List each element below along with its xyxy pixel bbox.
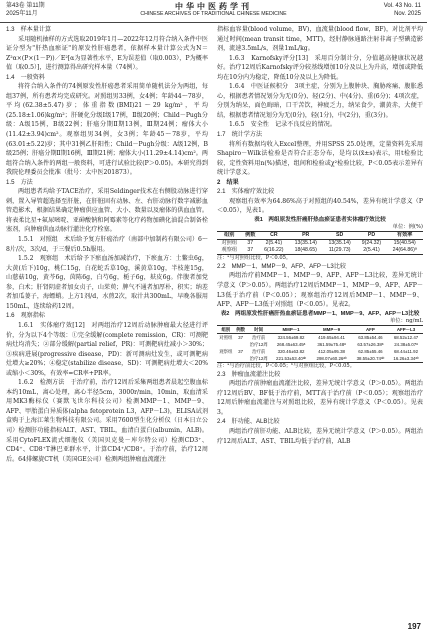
table-cell: 13(35.14) (294, 239, 317, 246)
table-cell: 63.57±26.38ᵃ (357, 341, 384, 347)
table-row (217, 333, 423, 341)
table-header-cell: SD (335, 231, 344, 238)
table-cell: 419.65±94.41 (318, 334, 345, 340)
table-cell: 37 (238, 334, 244, 340)
section-heading: 1.5 方法 (6, 178, 33, 186)
paragraph: 1.6.4 中医证候积分 3项主症，分别为上腹肿块、胸胁疼痛、腹胀悉心，根据患者情况划分为无(0分)、轻(2分)、中(4分)、重(6分)；4项次症，分别为纳呆，面色晦暗，口干苦饮，神疲乏力，纳呆食少，潮黄赤，大便干结，根据患者情况划分为无(0分)，轻(1分)，中(2分)，重(3分)。 (217, 83, 423, 119)
table-cell (217, 355, 235, 363)
section-heading: 1.4 一般资料 (6, 73, 45, 81)
paragraph: 两组治疗前MMP－1、MMP－9、AFP、AFP－L3比较，差异无统计学意义（P＞0.05）。两组治疗12周后MMP－1、MMP－9、AFP、AFP－L3低于治疗前（P＜0.05）；观察组治疗12周后MMP－1、MMP－9、AFP、AFP－L3低于对照组（P＜0.05）。见表2。 (217, 272, 423, 309)
right-post-text (217, 370, 423, 446)
table-2-grid (217, 325, 423, 363)
table-header-cell: MMP－9 (323, 326, 341, 332)
table-cell: 37 (247, 239, 254, 246)
table-cell (235, 355, 247, 363)
paragraph: 两组治疗前肿瘤血流灌注比较，差异无统计学意义（P＞0.05）。两组治疗12周后BV、BF低于治疗前，MTT高于治疗前（P＜0.05）；观察组治疗12周后肿瘤血流灌注与对照组比较，差异有统计学意义（P＜0.05）。见表3。 (217, 380, 423, 416)
paragraph: 1.6.3 Karnofsky评分[13] 采用百分制计分，分值越高健康状况越好。治疗12周后Karnofsky评分较基线增加10分及以上为升高，增加或降低均在10分内为稳定，降低10分及以上为降低。 (217, 54, 423, 81)
paragraph: 1.5.2 观察组 术后给予下瘀血汤加减治疗，下瘀血方：土鳖虫6g，大黄(后下)10g，桃仁15g，白花蛇舌草10g，溪黄草10g，半枝莲15g，山慈菇10g，黄芩6g，茵陈6g，白芍6g，栀子6g，麸皮6g。伴腹者加党参，白术；肝肾阴虚者加女贞子，山茱萸；脾气不通者加厚朴，积实；纳差者加瓜蒌子，海螵蛸。上方1剂/d，水煎2次，取汁共300mL，早晚各服用150mL，连续给药12周。 (6, 255, 208, 310)
table-cell: 268.45±63.45ᵃ (276, 341, 306, 347)
table-cell: 治疗前 (252, 334, 266, 340)
table-cell: 361.59±75.48ᵃ (317, 341, 346, 347)
date-cn: 2025年11月 (6, 11, 38, 17)
table-header-cell: CR (270, 231, 278, 238)
section-heading: 2.1 实体瘤疗效比较 (217, 188, 275, 196)
table-cell: 观察组 (219, 348, 233, 354)
table-cell: 320.46±63.82 (277, 348, 305, 354)
table-cell: 68.52±12.47 (393, 334, 419, 340)
table-cell: 观察组 (221, 246, 238, 253)
right-mid-text (217, 262, 423, 310)
table-1-caption: 表1 两组原发性肝癌肝热血瘀证患者实体瘤疗效比较 (254, 216, 386, 223)
right-column (217, 25, 423, 446)
section-heading: 1.7 统计学方法 (217, 131, 263, 139)
table-cell: 6(16.22) (264, 246, 284, 253)
table-row (217, 239, 423, 247)
section-heading: 1.3 样本量计算 (6, 26, 52, 33)
table-2-unit: 单位：ng/mL (389, 317, 423, 324)
table-header-cell: PR (302, 231, 310, 238)
left-column (6, 25, 208, 464)
paragraph: 将符合纳入条件的74例原发性肝癌患者采用简单随机法分为两组，每组37例，所有患者均完成研究。对照组男33例，女4例；年龄44～78岁，平均(62.38±5.47)岁；体重指数(BMI)21～29 kg/m²，平均(25.18±1.06)kg/m²；肝硬化分级Ⅰ级17例，Ⅱ级20例；Child－Pugh分级：A级15例，B级22例；肝癌分期Ⅱ期13例，Ⅲ期24例；瘤体大小(11.42±3.94)cm²。观察组男34例，女3例；年龄45～78岁，平均(63.01±5.22)岁；其中31例乙肝阳性；Child－Pugh分级：A级12例，B级25例；肝癌分期Ⅱ期16例，Ⅲ期21例；瘤体大小(11.29±4.14)cm²。两组符合纳入条件的两组一般资料，可进行试验比较(P＞0.05)。本研究得到我院伦理委员会批准（批号：太中医201873）。 (6, 83, 208, 177)
table-cell: 治疗前 (252, 348, 266, 354)
right-pre-text (217, 25, 423, 216)
table-cell: 37 (238, 348, 244, 354)
table-cell: 62.85±55.46 (358, 348, 383, 354)
table-row (217, 348, 423, 355)
page-header (0, 0, 427, 23)
table-header-cell: 例数 (245, 231, 256, 238)
table-2-caption: 表2 两组原发性肝癌肝热血瘀证患者MMP－1、MMP－9、AFP、AFP－L3比较 (220, 310, 420, 317)
table-cell: 16.26±3.34ᵃᵇ (393, 355, 419, 361)
table-header-cell: 时间 (254, 326, 264, 332)
section-heading: 2 结果 (217, 178, 239, 186)
paragraph: 1.6.2 检测方法 于治疗前，治疗12周后采集两组患者晨起空腹血标本约10mL，离心处理，离心半径5cm，3000r/min，10min，取血清采用MK3酶标仪（赛默飞世尔科技公司）检测MMP－1、MMP－9、AFP、甲胎蛋白异质体(alpha fetoprotein L3，AFP－L3)，ELISA试剂盒购于上海江莱生物科技有限公司。采用7600型生化分析仪（日本日立公司）检测肝功能指标ALT、AST、TBIL，血清白蛋白(albumin，ALB)。采用CytoFLEX流式细胞仪（美国贝克曼－库尔特公司）检测CD3⁺、CD4⁺、CD8⁺T淋巴亚群水平，计算CD4⁺/CD8⁺。于治疗前，治疗12周后。64排螺旋CT机（美国GE公司）检测两组肿瘤血流灌注 (6, 379, 208, 463)
page-number: 197 (407, 622, 421, 631)
table-cell: 412.05±95.38 (318, 348, 345, 354)
paragraph: 1.6.1 实体瘤疗效[12] 对两组治疗12周后动脉肿瘤最大径进行评价，分为以下4个等级：①完全缓解(complete remission，CR)：可测靶病灶均消失；②部分缓解(partial relief，PR)：可测靶病灶减小＞30%；③疾病进展(progressive disease，PD)：新可测病灶发生，或可测靶病灶增大≥20%；④稳定(stabilize disease，SD)：可测靶病灶增大＜20%或缩小＜30%，有效率=CR率+PR率。 (6, 321, 208, 377)
table-cell: 18(48.65) (294, 246, 317, 253)
table-header-cell: 组别 (224, 231, 235, 238)
table-cell: 对照组 (219, 334, 233, 340)
table-header-cell: PD (367, 231, 376, 238)
paragraph: 两组患者均给予TACE治疗，采用Seldinger技术在右侧股动脉进行穿刺，置入导管超选择至肝脏，在肝脏固有动脉、左、右肝动脉行数字减影血管造影术，根据结果确定肿瘤供应血管、大小、数量以及瘤体的供血血管。将表柔比星+氟尿嘧啶、亚砷酸钠和阿霉素等化疗药物加碘化油混合制备栓塞剂，向肿瘤供血动脉行灌注化疗栓塞。 (6, 188, 208, 234)
table-cell (217, 341, 235, 348)
section-heading: 2.2 MMP－1、MMP－9、AFP、AFP－L3比较 (217, 262, 347, 270)
table-cell: 298.07±60.26ᵃᵇ (316, 355, 347, 361)
paragraph: 采用随机抽样的方式选取2019年1月—2022年12月符合纳入条件中医证分型为"肝热血瘀证"的原发性肝癌患者，依据样本量计算公式为N＝Z²α×(P×(1－P))／E²[α为显著性水平，E为误差值（取0.003），P为概率值（取0.5）]，进行测算得出研究样本量（74例）。 (6, 35, 208, 72)
paragraph: 1.6.5 安全性 记录不良反应的情况。 (229, 121, 336, 129)
section-heading: 2.4 肝功能、ALB比较 (217, 418, 280, 426)
table-cell: 15(40.54) (393, 239, 416, 246)
table-cell: 2(5.41) (265, 239, 283, 246)
paragraph: 将所有数据均收入Excel整理，并用SPSS 25.0处理，定量资料先采用Shapiro－Wilk法检验是否符合正态分布，是均以(x̄±s)表示，用t检验比较，定性资料用n(%)描述，组间和检验或χ²检验比较，P＜0.05表示差异有统计学意义。 (217, 140, 423, 177)
table-cell: 324.56±69.82 (277, 334, 305, 340)
table-cell: 治疗12周 (249, 341, 268, 347)
table-cell (235, 341, 247, 348)
table-cell: 13(35.14) (328, 239, 351, 246)
table-cell: 对照组 (221, 239, 238, 246)
paragraph: 指标血容量(blood volume，BV)，血流量(blood flow，BF)，对比剂平均通过时间(mean transit time，MTT)，经肘静脉通路注射非离子型碘造影剂，流速3.5mL/s，剂量1mL/kg。 (217, 26, 423, 53)
table-1 (217, 216, 423, 262)
table-header-cell: 例数 (236, 326, 246, 332)
journal-title-cn: 中华中医药学刊 (175, 1, 252, 11)
table-row (217, 247, 423, 255)
table-cell: 38.55±20.74ᵃᵇ (356, 355, 385, 361)
table-header-cell: AFP (366, 326, 375, 332)
volume-cn: 第43卷 第11期 (6, 3, 45, 9)
table-cell: 221.53±53.40ᵃᵇ (276, 355, 307, 361)
table-cell: 2(5.41) (363, 246, 380, 253)
header-right (384, 2, 421, 18)
table-cell: 24.38±5.07ᵃ (394, 341, 418, 347)
paragraph: 1.5.1 对照组 术后给予复方肝癌治疗（南部中加制药有限公司）6～8片/次，3次/d，于三餐后0.5h服用。 (6, 236, 209, 253)
table-cell: 68.44±11.92 (393, 348, 419, 354)
section-heading: 1.6 观察指标 (6, 312, 45, 320)
date-en: Nov. 2025 (394, 11, 421, 17)
paragraph: 观察组有效率为64.86%高于对照组的40.54%，差异有统计学意义（P＜0.05），见表1。 (217, 197, 423, 215)
table-1-grid (217, 231, 423, 255)
table-cell: 37 (247, 246, 254, 253)
table-cell: 治疗12周 (249, 355, 268, 361)
paragraph: 两组治疗前肝功能、ALB比较，差异无统计学意义（P＞0.05）。两组治疗12周后ALT、AST、TBIL均低于治疗前，ALB (217, 427, 423, 445)
table-header-cell: AFP－L3 (396, 326, 416, 332)
volume-en: Vol. 43 No. 11 (383, 3, 421, 9)
section-heading: 2.3 肿瘤血流灌注比较 (217, 370, 281, 378)
table-row (217, 355, 423, 363)
table-cell: 11(29.73) (328, 246, 351, 253)
table-1-unit: 单位：例(%) (392, 223, 423, 230)
table-2 (217, 310, 423, 370)
table-cell: 63.85±54.46 (358, 334, 383, 340)
table-cell: 24(64.86)ᵃ (392, 246, 417, 253)
table-header-cell: 组别 (221, 326, 231, 332)
table-1-note: 注：ᵃ与对照组比较，P＜0.05。 (217, 254, 292, 261)
table-header-cell: 有效率 (396, 231, 413, 238)
journal-title-en: CHINESE ARCHIVES OF TRADITIONAL CHINESE MEDICINE (140, 11, 287, 17)
table-cell: 9(24.32) (361, 239, 382, 246)
table-header-cell: MMP－1 (282, 326, 300, 332)
table-row (217, 341, 423, 348)
table-2-note: 注：ᵃ与治疗前比较，P＜0.05；ᵇ与对照组比较，P＜0.05。 (217, 362, 355, 369)
